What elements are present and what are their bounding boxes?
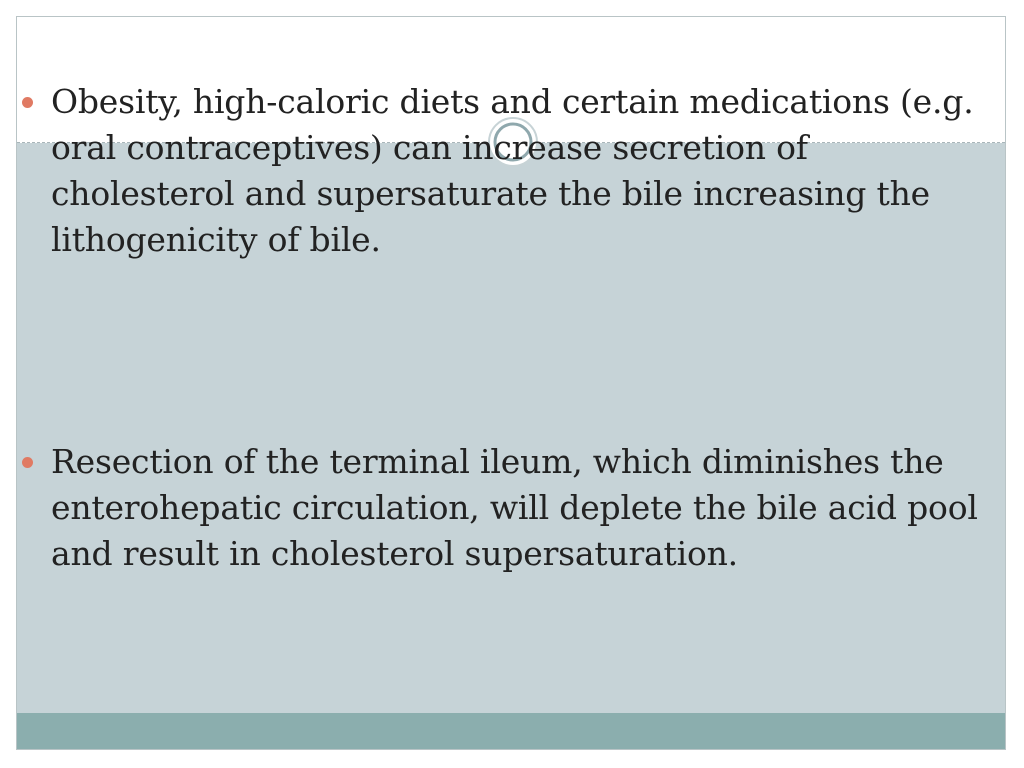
bullet-text: Obesity, high-caloric diets and certain medications (e.g. oral contraceptives) can increase secretion of cholesterol and supersaturate the bile increasing the lithogenicity of bile.: [51, 82, 974, 259]
bullet-dot-icon: [22, 97, 33, 108]
bullet-list: [17, 17, 1005, 749]
bullet-text: Resection of the terminal ileum, which diminishes the enterohepatic circulation, will deplete the bile acid pool and result in cholesterol supersaturation.: [51, 442, 978, 573]
bullet-dot-icon: [22, 457, 33, 468]
slide: [16, 16, 1006, 750]
